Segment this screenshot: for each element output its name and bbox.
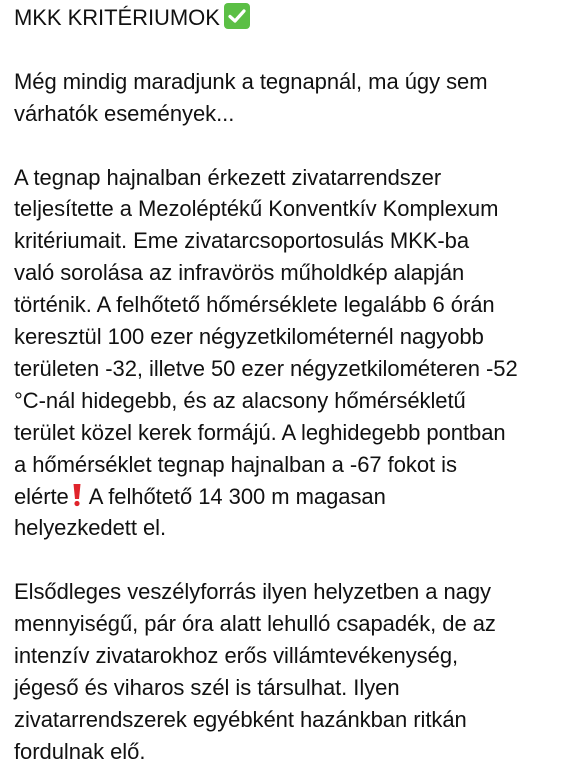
paragraph-line: A tegnap hajnalban érkezett zivatarrendszer	[14, 164, 442, 190]
paragraph-line: teljesítette a Mezoléptékű Konventkív Komplexum	[14, 196, 499, 222]
paragraph-line: helyezkedett el.	[14, 515, 167, 541]
paragraph-line: mennyiségű, pár óra alatt lehulló csapadék, de az	[14, 611, 496, 637]
paragraph-line: terület közel kerek formájú. A leghidegebb pontban	[14, 419, 506, 445]
intro-line: Még mindig maradjunk a tegnapnál, ma úgy sem	[14, 68, 488, 94]
post-text	[14, 2, 562, 768]
paragraph-line: Elsődleges veszélyforrás ilyen helyzetben a nagy	[14, 579, 491, 605]
paragraph-line: fordulnak elő.	[14, 738, 146, 764]
paragraph-line: kritériumait. Eme zivatarcsoportosulás MKK-ba	[14, 228, 470, 254]
paragraph-line: °C-nál hidegebb, és az alacsony hőmérsékletű	[14, 387, 466, 413]
paragraph-line: való sorolása az infravörös műholdkép alapján	[14, 260, 465, 286]
post-title: MKK KRITÉRIUMOK	[14, 2, 562, 34]
exclamation-mark-icon	[71, 482, 83, 508]
paragraph-line: elérte A felhőtető 14 300 m magasan	[14, 483, 386, 509]
paragraph-line: történik. A felhőtető hőmérséklete legalább 6 órán	[14, 292, 495, 318]
paragraph-line: területen -32, illetve 50 ezer négyzetkilométeren -52	[14, 355, 518, 381]
check-mark-button-icon	[224, 3, 250, 29]
paragraph-line: jégeső és viharos szél is társulhat. Ilyen	[14, 674, 400, 700]
paragraph-line: a hőmérséklet tegnap hajnalban a -67 fokot is	[14, 451, 457, 477]
paragraph-line: zivatarrendszerek egyébként hazánkban ritkán	[14, 706, 467, 732]
intro-line: várhatók események...	[14, 100, 235, 126]
paragraph-line: intenzív zivatarokhoz erős villámtevékenység,	[14, 643, 459, 669]
paragraph-line: keresztül 100 ezer négyzetkilométernél nagyobb	[14, 324, 484, 350]
